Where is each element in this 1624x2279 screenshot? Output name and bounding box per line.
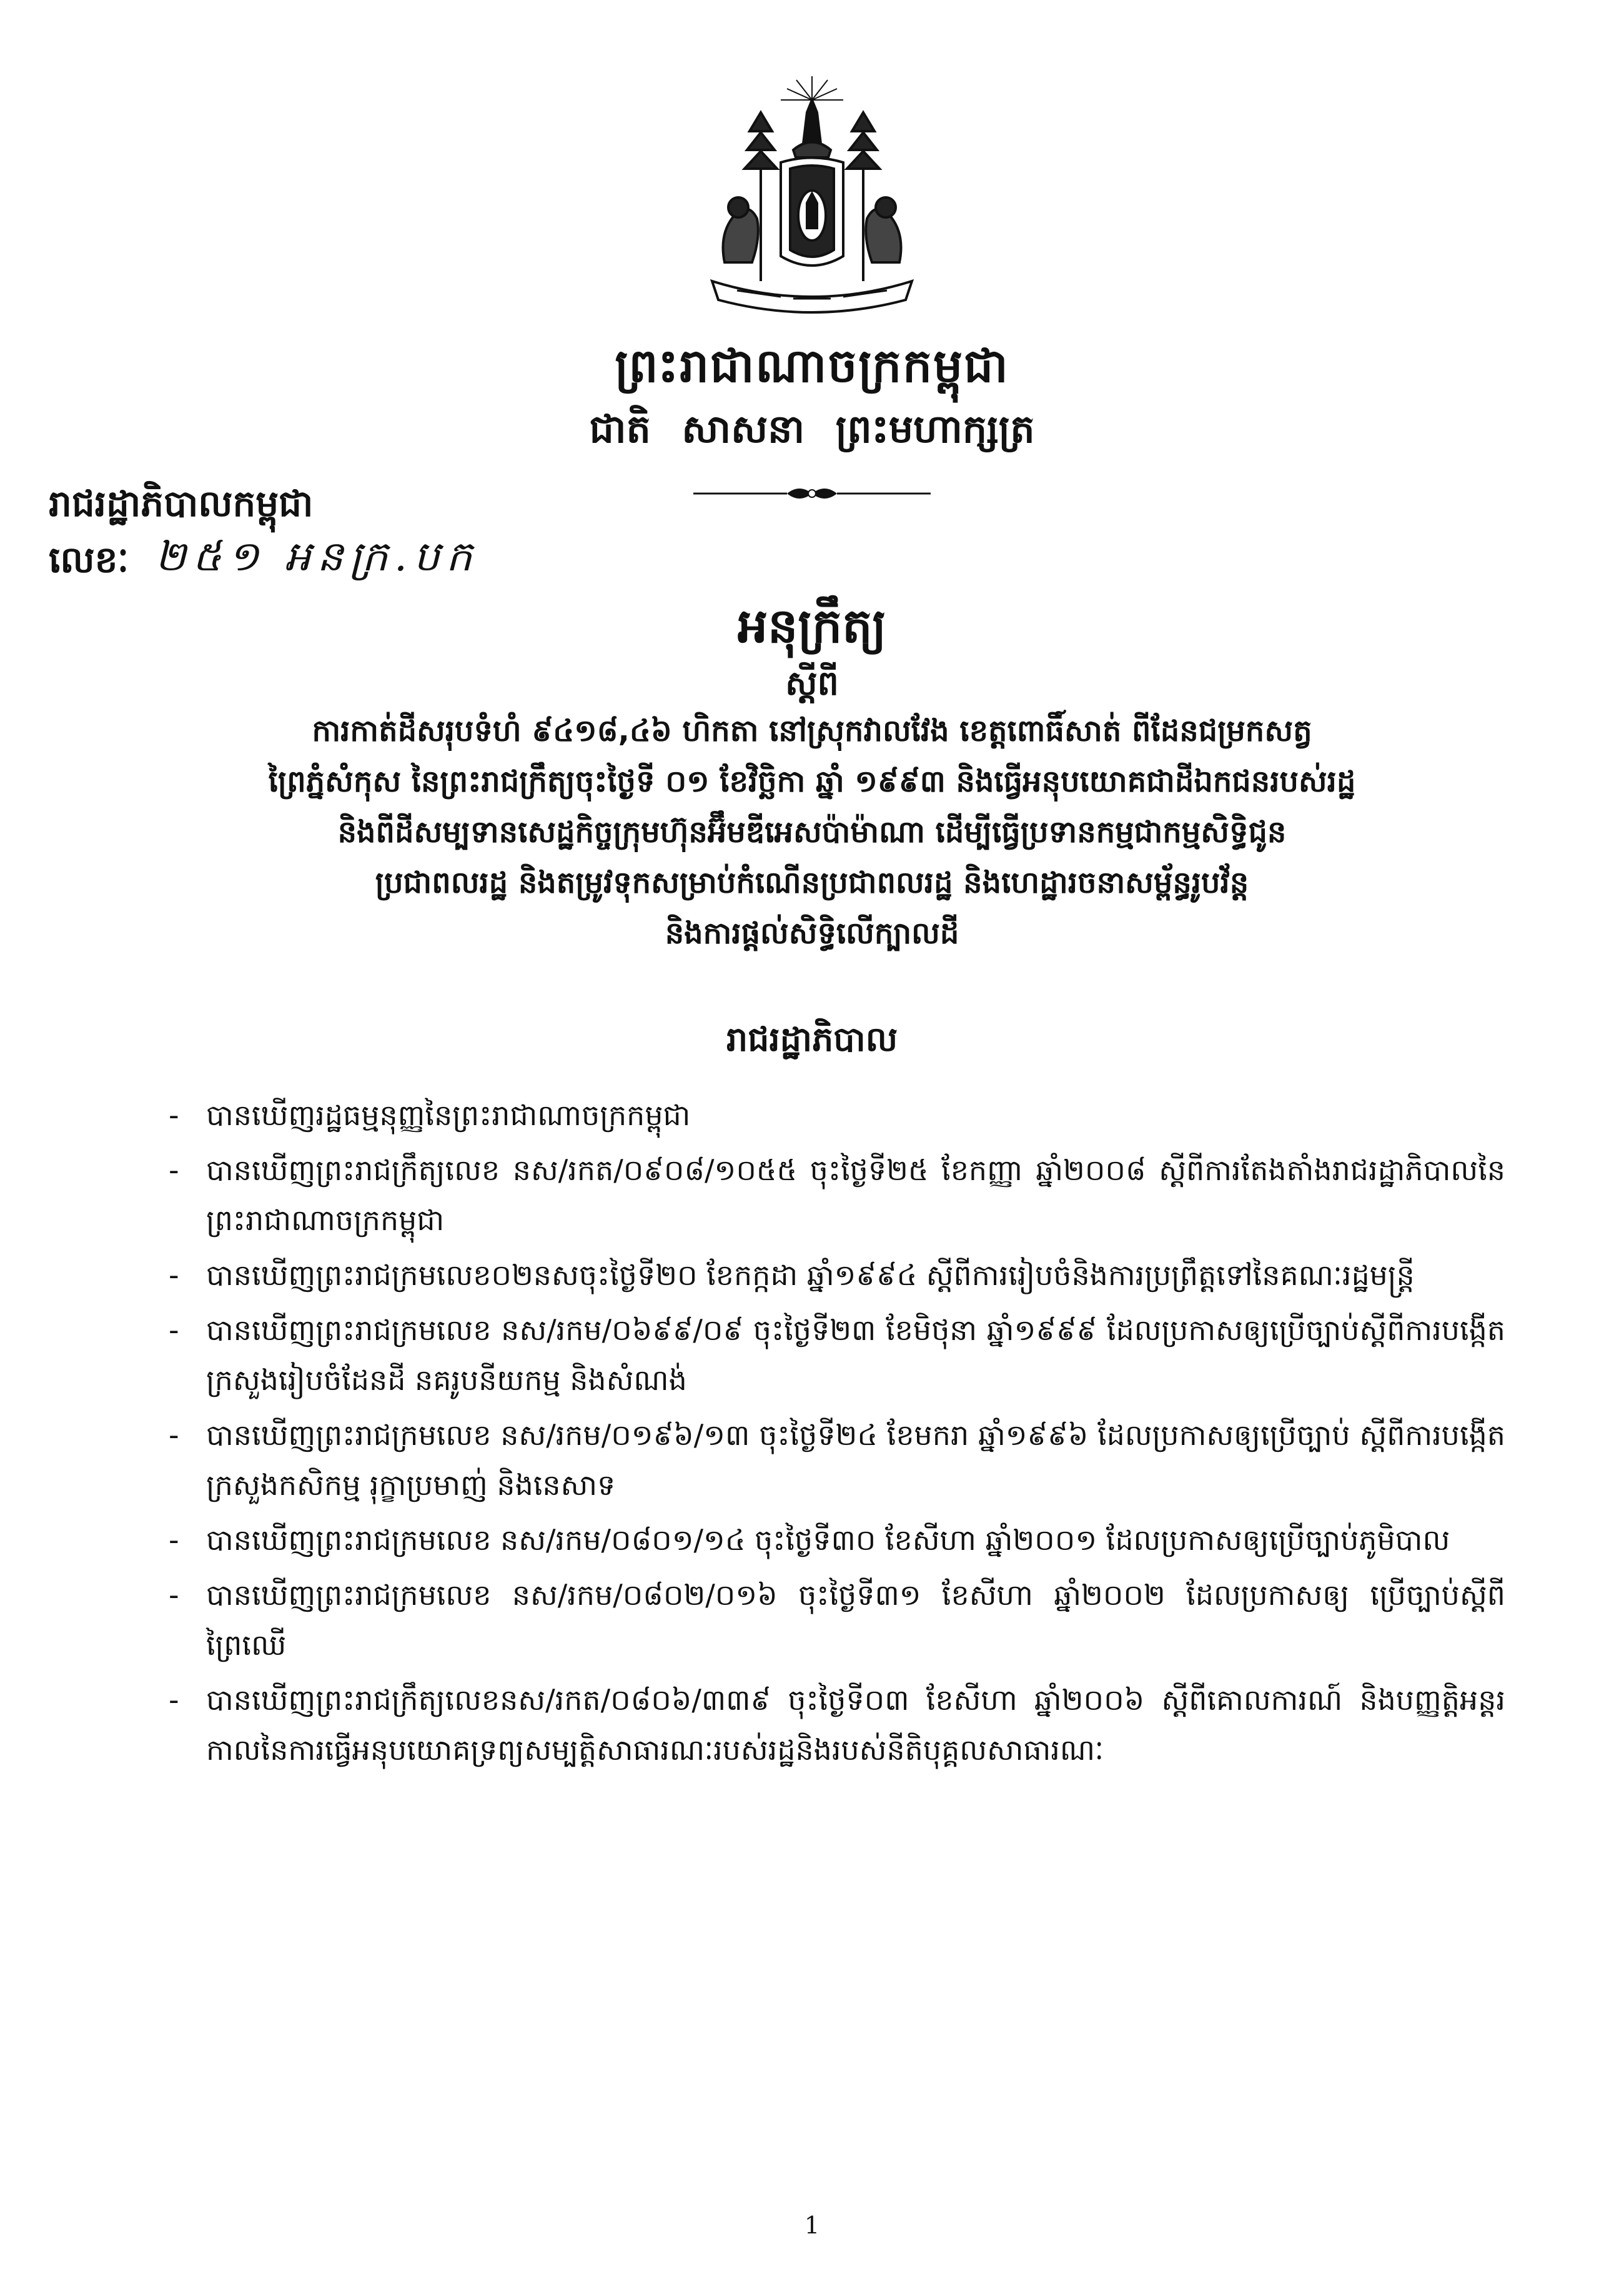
subject-line: និងពីដីសម្បទានសេដ្ឋកិច្ចក្រុមហ៊ុនអ៊ឹមឌីអេសប៉ាម៉ាណា ដើម្បីធ្វើប្រទានកម្មជាកម្មសិទ្ធិជូន (337, 815, 1287, 850)
issuing-government: រាជរដ្ឋាភិបាលកម្ពុជា (49, 482, 314, 525)
list-item (169, 1145, 1505, 1245)
list-item-text: បានឃើញព្រះរាជក្រមលេខ នស/រកម/០៨០១/១៤ ចុះថ្ងៃទី៣០ ខែសីហា ឆ្នាំ២០០១ ដែលប្រកាសឲ្យប្រើច្បាប់ភូមិបាល (206, 1523, 1450, 1557)
list-item-text: បានឃើញព្រះរាជក្រមលេខ នស/រកម/០៦៩៩/០៩ ចុះថ្ងៃទី២៣ ខែមិថុនា ឆ្នាំ១៩៩៩ ដែលប្រកាសឲ្យប្រើច្បាប់ស្តីពីការបង្កើតក្រសួងរៀបចំដែនដី នគរូបនីយកម្ម និងសំណង់ (206, 1313, 1505, 1397)
section-title: រាជរដ្ឋាភិបាល (726, 1020, 898, 1059)
document-type-title: អនុក្រឹត្យ (737, 598, 887, 653)
subject-line: និងការផ្តល់សិទ្ធិលើក្បាលដី (665, 916, 959, 951)
list-dash: - (169, 1523, 179, 1557)
list-dash: - (169, 1153, 179, 1187)
list-item-text: បានឃើញព្រះរាជក្រឹត្យលេខ នស/រកត/០៩០៨/១០៥៥ ចុះថ្ងៃទី២៥ ខែកញ្ញា ឆ្នាំ២០០៨ ស្តីពីការតែងតាំងរាជរដ្ឋាភិបាលនៃព្រះរាជាណាចក្រកម្ពុជា (206, 1153, 1505, 1237)
about-label: ស្តីពី (785, 663, 839, 703)
considerations-list (169, 1090, 1505, 1780)
list-item-text: បានឃើញព្រះរាជក្រឹត្យលេខនស/រកត/០៨០៦/៣៣៩ ចុះថ្ងៃទី០៣ ខែសីហា ឆ្នាំ២០០៦ ស្តីពីគោលការណ៍ និងបញ្ញត្តិអន្តរកាលនៃការធ្វើអនុបយោគទ្រព្យសម្បត្តិសាធារណៈរបស់រដ្ឋនិងរបស់នីតិបុគ្គលសាធារណៈ (206, 1683, 1505, 1767)
reference-number-handwritten: ២៥១ អនក្រ.បក (155, 532, 478, 580)
list-item-text: បានឃើញព្រះរាជក្រមលេខ នស/រកម/០៨០២/០១៦ ចុះថ្ងៃទី៣១ ខែសីហា ឆ្នាំ២០០២ ដែលប្រកាសឲ្យ ប្រើច្បាប់ស្តីពីព្រៃឈើ (206, 1578, 1505, 1662)
list-item (169, 1515, 1505, 1565)
list-item (169, 1570, 1505, 1670)
list-dash: - (169, 1578, 179, 1612)
list-item-text: បានឃើញរដ្ឋធម្មនុញ្ញនៃព្រះរាជាណាចក្រកម្ពុជា (206, 1098, 691, 1132)
list-item (169, 1090, 1505, 1140)
subject-line: ប្រជាពលរដ្ឋ និងតម្រូវទុកសម្រាប់កំណើនប្រជាពលរដ្ឋ និងហេដ្ឋារចនាសម្ព័ន្ធរូបវ័ន្ត (375, 865, 1249, 900)
list-item (169, 1250, 1505, 1300)
list-dash: - (169, 1098, 179, 1132)
subject-block (206, 706, 1418, 959)
list-item (169, 1675, 1505, 1775)
reference-label: លេខៈ (49, 539, 129, 581)
page-number: 1 (804, 2212, 820, 2239)
list-dash: - (169, 1313, 179, 1347)
list-item-text: បានឃើញព្រះរាជក្រមលេខ នស/រកម/០១៩៦/១៣ ចុះថ្ងៃទី២៤ ខែមករា ឆ្នាំ១៩៩៦ ដែលប្រកាសឲ្យប្រើច្បាប់ ស្តីពីការបង្កើតក្រសួងកសិកម្ម រុក្ខាប្រមាញ់ និងនេសាទ (206, 1418, 1505, 1502)
ornamental-divider (693, 481, 931, 506)
subject-line: ព្រៃភ្នំសំកុស នៃព្រះរាជក្រឹត្យចុះថ្ងៃទី ០១ ខែវិច្ឆិកា ឆ្នាំ ១៩៩៣ និងធ្វើអនុបយោគជាដីឯកជនរបស់រដ្ឋ (268, 764, 1356, 799)
national-motto: ជាតិ សាសនា ព្រះមហាក្សត្រ (589, 406, 1035, 452)
kingdom-title: ព្រះរាជាណាចក្រកម្ពុជា (615, 339, 1009, 393)
list-dash: - (169, 1258, 179, 1292)
royal-coat-of-arms-emblem (687, 75, 937, 325)
list-item-text: បានឃើញព្រះរាជក្រមលេខ០២នសចុះថ្ងៃទី២០ ខែកក្កដា ឆ្នាំ១៩៩៤ ស្តីពីការរៀបចំនិងការប្រព្រឹត្តទៅនៃគណៈរដ្ឋមន្ត្រី (206, 1258, 1415, 1292)
list-dash: - (169, 1418, 179, 1452)
list-dash: - (169, 1683, 179, 1717)
list-item (169, 1305, 1505, 1405)
subject-line: ការកាត់ដីសរុបទំហំ ៩៤១៨,៤៦ ហិកតា នៅស្រុកវាលវែង ខេត្តពោធិ៍សាត់ ពីដែនជម្រកសត្វ (312, 713, 1312, 748)
list-item (169, 1410, 1505, 1510)
